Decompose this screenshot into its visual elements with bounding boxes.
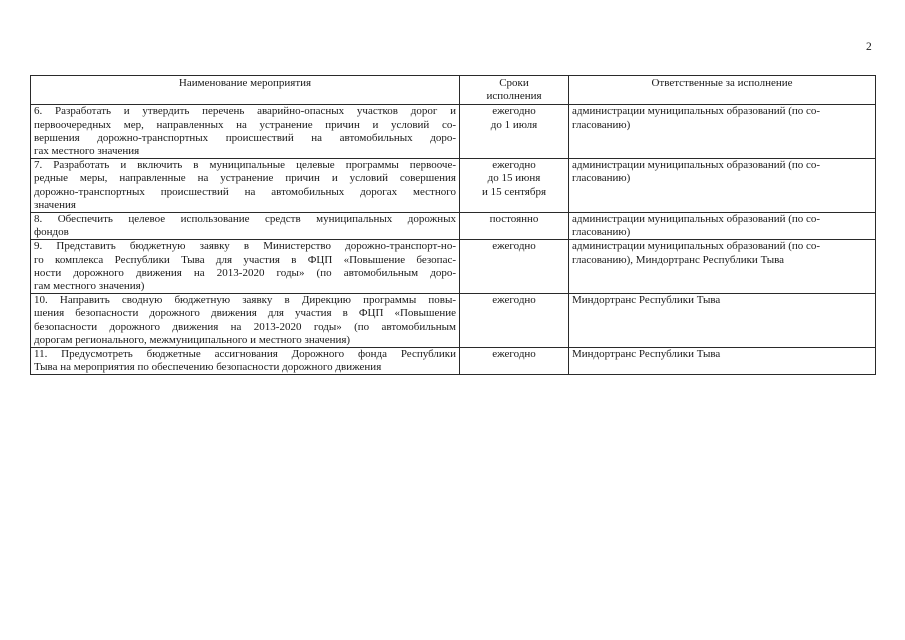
responsible-text-line: гласованию), Миндортранс Республики Тыва — [572, 253, 785, 266]
term-text-line: постоянно — [489, 213, 539, 226]
measures-table — [30, 75, 876, 375]
header-responsible — [569, 76, 876, 105]
term-text-line: до 1 июля — [490, 118, 538, 131]
header-term-line: Сроки — [499, 77, 529, 89]
responsible-text-line: администрации муниципальных образований (по со- — [572, 240, 821, 253]
measure-name-cell — [31, 159, 460, 213]
header-term — [460, 76, 569, 105]
measure-text-line: 6. Разработать и утвердить перечень аварийно-опасных участков дорог и — [34, 105, 456, 118]
term-cell — [460, 240, 569, 294]
measure-name-cell — [31, 213, 460, 240]
measure-text-line: 10. Направить сводную бюджетную заявку в Дирекцию программы повы- — [34, 294, 456, 307]
measure-text-line: фондов — [34, 226, 69, 239]
table-row — [31, 348, 876, 375]
measure-text-line: 9. Представить бюджетную заявку в Министерство дорожно-транспорт-но- — [34, 240, 456, 253]
term-text-line: ежегодно — [492, 294, 536, 307]
responsible-text-line: гласованию) — [572, 118, 631, 131]
measure-text-line: гам местного значения) — [34, 280, 145, 293]
table-row — [31, 105, 876, 159]
term-text-line: и 15 сентября — [481, 185, 547, 198]
term-cell — [460, 348, 569, 375]
table-row — [31, 294, 876, 348]
responsible-text-line: Миндортранс Республики Тыва — [572, 348, 721, 361]
header-measure-name — [31, 76, 460, 105]
term-text-line: ежегодно — [492, 159, 536, 172]
measure-text-line: гах местного значения — [34, 145, 140, 158]
responsible-text-line: администрации муниципальных образований (по со- — [572, 105, 821, 118]
measure-text-line: 7. Разработать и включить в муниципальные целевые программы первооче- — [34, 159, 456, 172]
table-header-row — [31, 76, 876, 105]
term-text-line: ежегодно — [492, 105, 536, 118]
measure-text-line: значения — [34, 198, 76, 211]
responsible-cell — [569, 213, 876, 240]
measure-text-line: Тыва на мероприятия по обеспечению безопасности дорожного движения — [34, 361, 382, 374]
responsible-text-line: администрации муниципальных образований (по со- — [572, 213, 821, 226]
header-measure-name-text: Наименование мероприятия — [178, 77, 312, 89]
term-text-line: до 15 июня — [487, 172, 541, 185]
term-cell — [460, 159, 569, 213]
measure-text-line: 11. Предусмотреть бюджетные ассигнования Дорожного фонда Республики — [34, 348, 456, 361]
table-row — [31, 240, 876, 294]
term-text-line: ежегодно — [492, 240, 536, 253]
term-cell — [460, 105, 569, 159]
responsible-text-line: гласованию) — [572, 226, 631, 239]
responsible-text-line: Миндортранс Республики Тыва — [572, 294, 721, 307]
measure-text-line: безопасности дорожного движения на 2013-2020 годы» (по автомобильным — [34, 320, 456, 333]
measure-name-cell — [31, 294, 460, 348]
measure-name-cell — [31, 348, 460, 375]
measure-text-line: первоочередных мер, направленных на устранение причин и условий со- — [34, 118, 456, 131]
responsible-cell — [569, 294, 876, 348]
term-cell — [460, 294, 569, 348]
measure-text-line: вершения дорожно-транспортных происшествий на автомобильных доро- — [34, 131, 456, 144]
measure-text-line: редные меры, направленные на устранение причин и условий совершения — [34, 172, 456, 185]
term-cell — [460, 213, 569, 240]
measure-name-cell — [31, 105, 460, 159]
responsible-cell — [569, 240, 876, 294]
measure-text-line: дорогам регионального, межмуниципального и местного значения) — [34, 333, 351, 346]
measure-text-line: ности дорожного движения на 2013-2020 годы» (по автомобильным доро- — [34, 266, 456, 279]
responsible-cell — [569, 105, 876, 159]
responsible-text-line: администрации муниципальных образований (по со- — [572, 159, 821, 172]
table-row — [31, 213, 876, 240]
header-term-line: исполнения — [486, 90, 542, 103]
term-text-line: ежегодно — [492, 348, 536, 361]
measure-text-line: 8. Обеспечить целевое использование средств муниципальных дорожных — [34, 213, 456, 226]
measure-text-line: го комплекса Республики Тыва для участия в ФЦП «Повышение безопас- — [34, 253, 456, 266]
responsible-cell — [569, 159, 876, 213]
measure-name-cell — [31, 240, 460, 294]
responsible-text-line: гласованию) — [572, 172, 631, 185]
measure-text-line: дорожно-транспортных происшествий на автомобильных дорогах местного — [34, 185, 456, 198]
responsible-cell — [569, 348, 876, 375]
measure-text-line: шения безопасности дорожного движения для участия в ФЦП «Повышение — [34, 307, 456, 320]
table-row — [31, 159, 876, 213]
page-number: 2 — [866, 41, 872, 53]
header-responsible-text: Ответственные за исполнение — [651, 77, 793, 89]
